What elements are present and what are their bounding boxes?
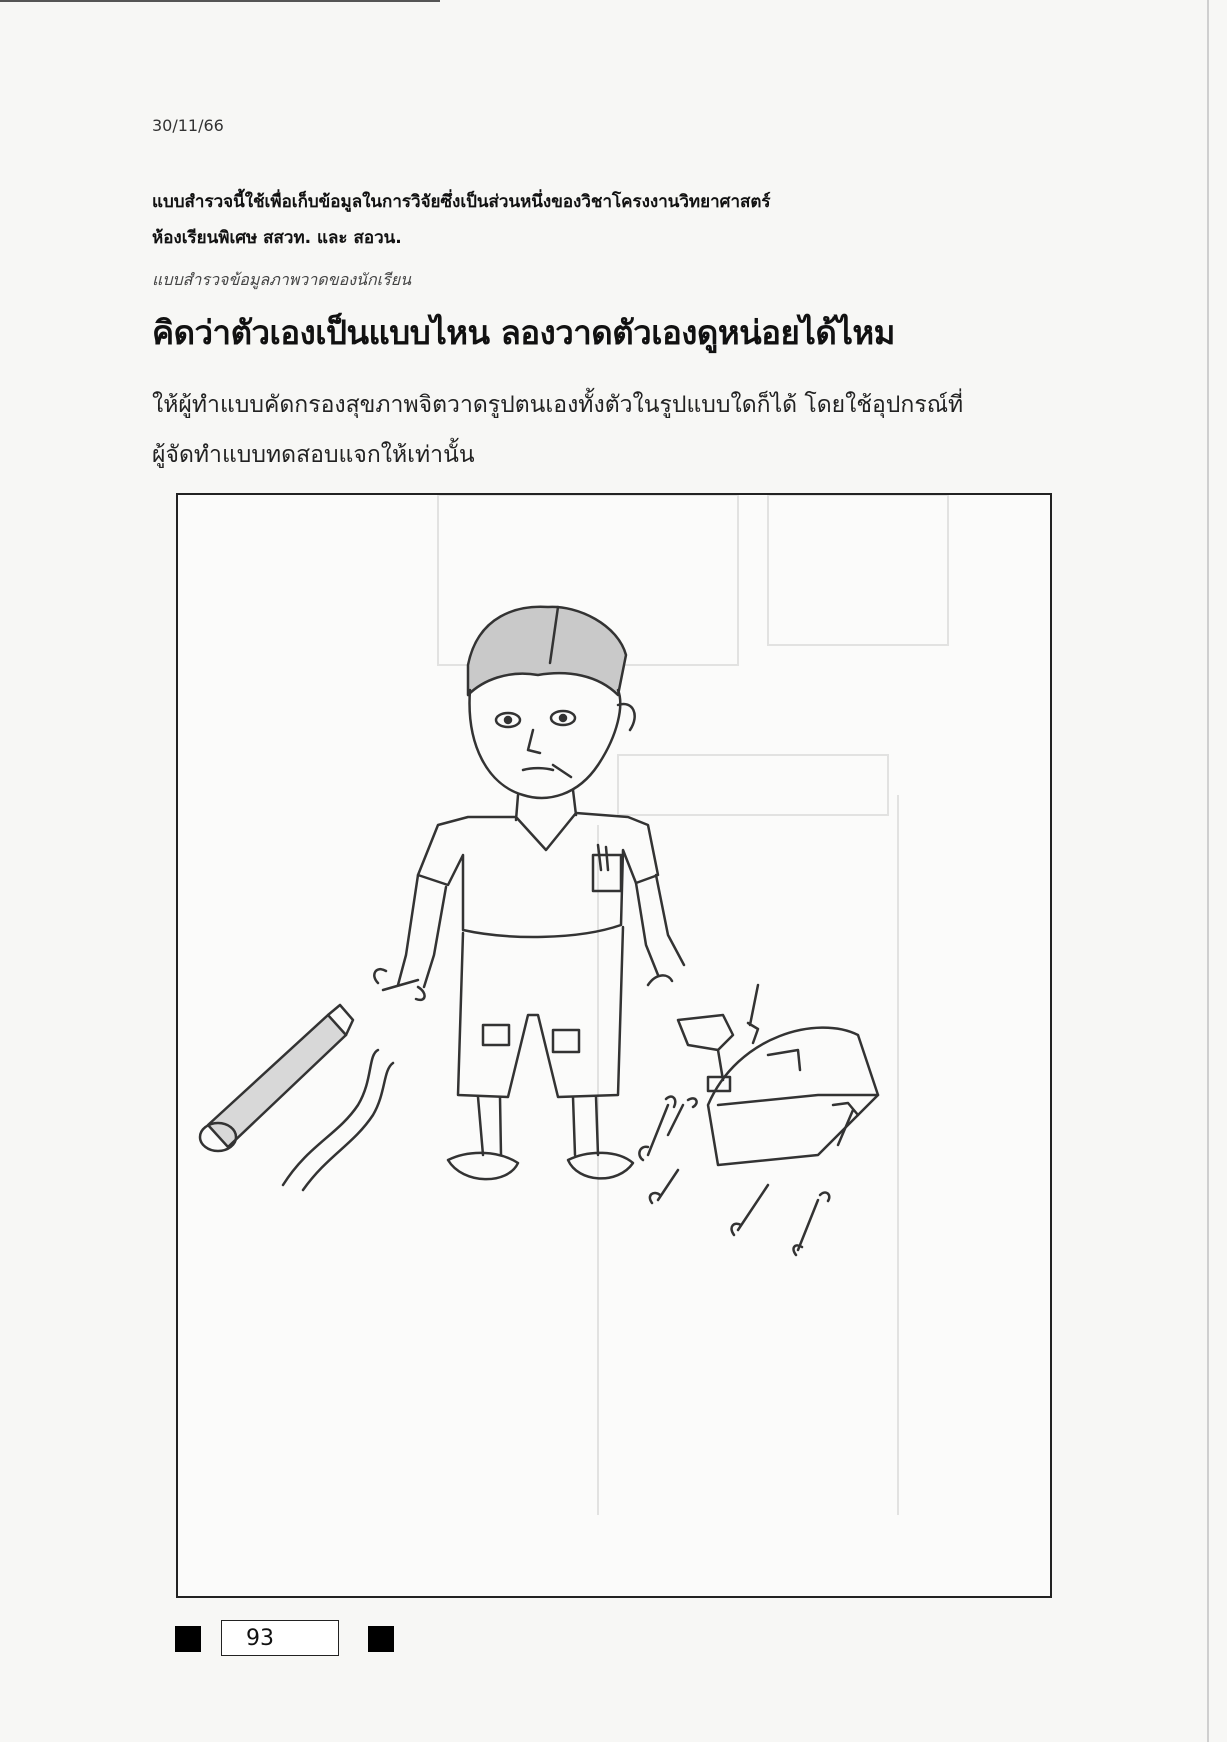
student-self-portrait-drawing xyxy=(178,495,1050,1596)
survey-subtitle: แบบสำรวจข้อมูลภาพวาดของนักเรียน xyxy=(152,270,412,289)
intro-text xyxy=(152,184,771,256)
registration-mark-right xyxy=(368,1626,394,1652)
page-number: 93 xyxy=(246,1626,274,1651)
scan-top-line xyxy=(0,0,440,2)
registration-mark-left xyxy=(175,1626,201,1652)
instructions xyxy=(152,380,1032,480)
boy-figure xyxy=(398,607,684,1179)
instructions-line-1: ให้ผู้ทำแบบคัดกรองสุขภาพจิตวาดรูปตนเองทั้งตัวในรูปแบบใดก็ได้ โดยใช้อุปกรณ์ที่ xyxy=(152,392,964,418)
tools-and-objects xyxy=(200,969,878,1255)
page-title: คิดว่าตัวเองเป็นแบบไหน ลองวาดตัวเองดูหน่อยได้ไหม xyxy=(152,313,895,352)
page-number-box xyxy=(221,1620,339,1656)
instructions-line-2: ผู้จัดทำแบบทดสอบแจกให้เท่านั้น xyxy=(152,442,475,468)
drawing-frame xyxy=(176,493,1052,1598)
intro-line-1: แบบสำรวจนี้ใช้เพื่อเก็บข้อมูลในการวิจัยซึ่งเป็นส่วนหนึ่งของวิชาโครงงานวิทยาศาสตร์ xyxy=(152,192,771,212)
date-label: 30/11/66 xyxy=(152,116,224,135)
scan-right-edge xyxy=(1207,0,1209,1742)
intro-line-2: ห้องเรียนพิเศษ สสวท. และ สอวน. xyxy=(152,228,402,248)
